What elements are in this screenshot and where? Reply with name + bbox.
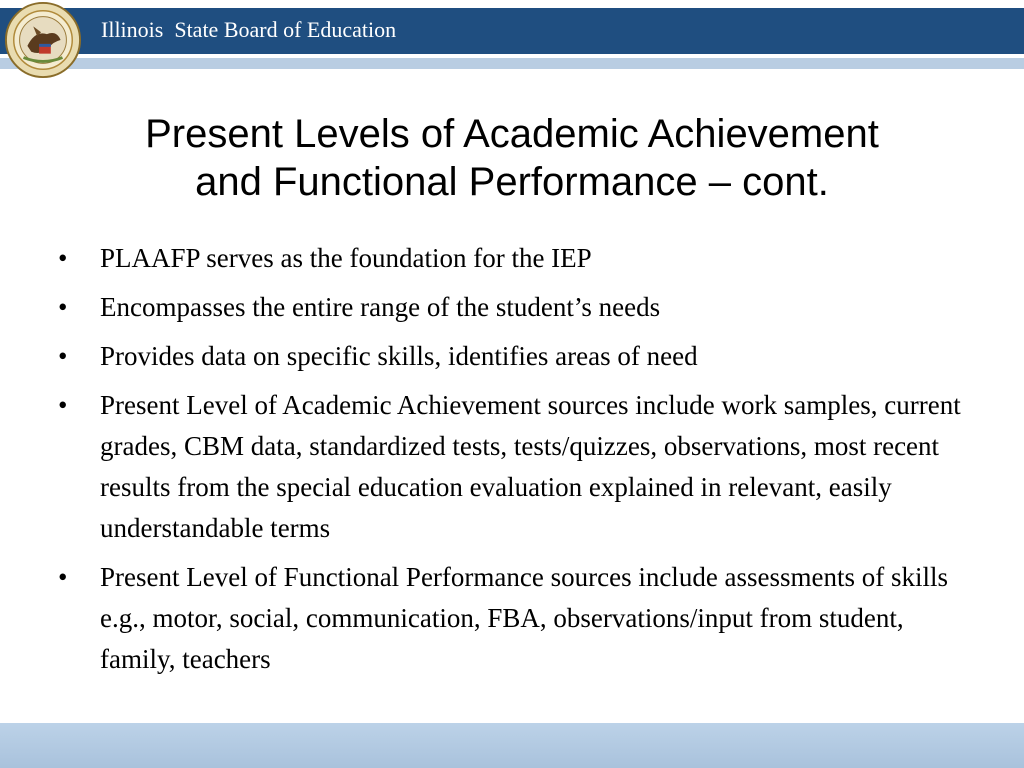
slide-title <box>40 110 984 206</box>
list-item <box>58 238 978 279</box>
bullet-icon: • <box>58 562 68 592</box>
list-item <box>58 336 978 377</box>
bullet-text: Present Level of Functional Performance sources include assessments of skills e.g., motor, social, communication, FBA, observations/input from student, family, teachers <box>100 562 949 674</box>
bullet-text: Present Level of Academic Achievement sources include work samples, current grades, CBM data, standardized tests, tests/quizzes, observations, most recent results from the special education evaluation explained in relevant, easily understandable terms <box>100 390 961 543</box>
slide-title-line-1: Present Levels of Academic Achievement <box>145 112 879 156</box>
bullet-icon: • <box>58 243 68 273</box>
header-title: Illinois State Board of Education <box>101 17 397 42</box>
list-item <box>58 287 978 328</box>
slide-title-line-2: and Functional Performance – cont. <box>195 160 829 204</box>
footer-band <box>0 723 1024 768</box>
list-item <box>58 557 978 680</box>
bullet-text: PLAAFP serves as the foundation for the IEP <box>100 243 592 273</box>
bullet-icon: • <box>58 390 68 420</box>
illinois-state-seal-icon <box>4 1 82 79</box>
bullet-icon: • <box>58 341 68 371</box>
bullet-text: Encompasses the entire range of the student’s needs <box>100 292 661 322</box>
bullet-list <box>58 238 978 688</box>
bullet-text: Provides data on specific skills, identifies areas of need <box>100 341 698 371</box>
bullet-icon: • <box>58 292 68 322</box>
list-item <box>58 385 978 549</box>
header-stripe <box>0 58 1024 69</box>
